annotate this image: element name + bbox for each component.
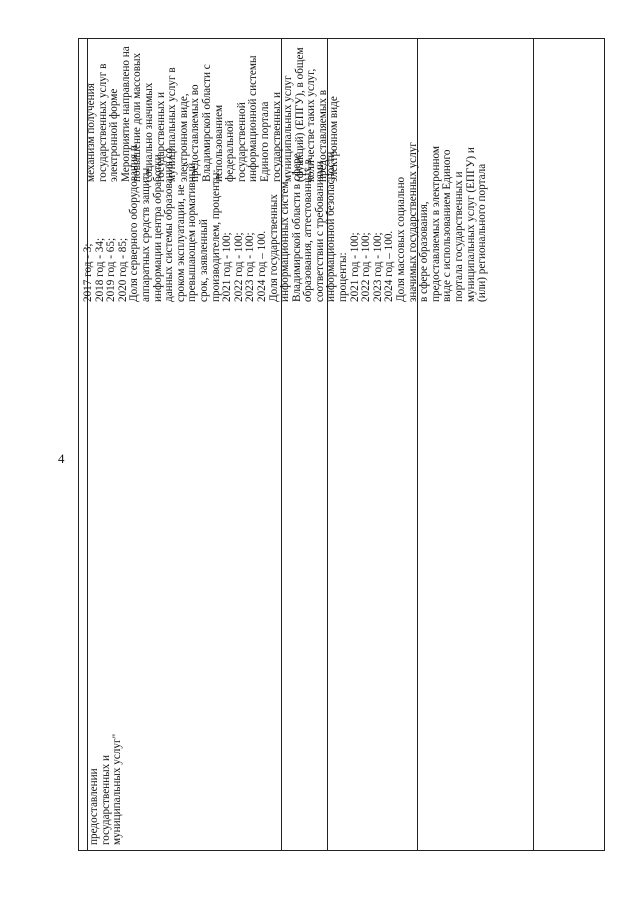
text-line: повышение доли массовых: [131, 52, 144, 182]
text-line: информационных систем: [279, 181, 292, 302]
text-line: предоставляемых в электронном: [429, 146, 442, 302]
text-line: количестве таких услуг,: [305, 68, 318, 182]
text-line: 2021 год - 100;: [221, 232, 234, 302]
text-line: Доля массовых социально: [395, 176, 408, 302]
text-line: Доля государственных: [267, 194, 280, 302]
description-text: [86, 46, 341, 182]
text-line: информации центра обработки: [151, 154, 164, 302]
text-line: предоставляемых в: [316, 89, 329, 182]
text-line: муниципальных услуг: [282, 75, 295, 182]
text-line: портала государственных и: [453, 171, 465, 302]
text-line: электронном виде: [328, 96, 341, 182]
text-line: механизм получения: [85, 83, 97, 182]
text-line: в сфере образования,: [418, 201, 431, 302]
text-line: 2022 год - 100;: [232, 232, 245, 302]
text-line: муниципальных услуг в: [166, 67, 179, 182]
text-line: сроком эксплуатации, не: [174, 184, 187, 302]
text-line: государственной: [235, 102, 248, 182]
text-line: информационной системы: [247, 55, 260, 182]
text-line: использованием: [212, 104, 225, 182]
text-line: государственных и: [154, 91, 167, 182]
text-line: предоставлении: [88, 768, 100, 845]
text-line: проценты:: [337, 252, 350, 302]
text-line: данных системы образования со: [163, 147, 176, 302]
text-line: Владимирской области с: [200, 64, 213, 182]
text-line: предоставляемых во: [189, 84, 202, 182]
text-line: срок, заявленный: [197, 219, 210, 302]
text-line: Мероприятие направлено на: [119, 46, 132, 182]
text-line: информационной безопасности,: [325, 148, 338, 302]
text-line: значимых государственных услуг: [406, 142, 419, 302]
text-line: 2024 год – 100.: [255, 230, 268, 302]
text-line: 2017 год - 3;: [82, 243, 94, 302]
page-number: 4: [58, 451, 65, 466]
text-line: превышающем нормативный: [186, 162, 199, 302]
text-line: электронной форме: [108, 88, 121, 182]
text-line: 2019 год - 65;: [105, 237, 118, 302]
text-line: 2020 год - 85;: [116, 237, 129, 302]
text-line: 2023 год - 100;: [244, 232, 257, 302]
text-line: муниципальных услуг": [111, 733, 124, 845]
text-line: Доля серверного оборудования и: [128, 145, 141, 302]
text-line: 2018 год - 34;: [93, 237, 106, 302]
text-line: аппаратных средств защиты: [139, 167, 152, 302]
text-line: 2022 год - 100;: [360, 232, 373, 302]
text-line: социально значимых: [142, 82, 155, 182]
text-line: муниципальных услуг (ЕПГУ) и: [464, 147, 477, 302]
text-line: Владимирской области в сфере: [290, 153, 303, 302]
text-line: государственных и: [99, 754, 112, 845]
text-line: электронном виде,: [177, 93, 190, 182]
text-line: 2023 год - 100;: [371, 232, 384, 302]
text-line: федеральной: [224, 120, 237, 182]
text-line: (или) регионального портала: [476, 163, 489, 302]
text-line: 2021 год - 100;: [348, 232, 361, 302]
text-line: виде с использованием Единого: [441, 149, 454, 302]
text-line: соответствии с требованиями: [313, 161, 326, 302]
text-line: государственных и: [270, 91, 283, 182]
text-line: 2024 год – 100.: [383, 230, 396, 302]
text-line: производителем, проценты:: [209, 169, 222, 302]
text-line: государственных услуг в: [96, 63, 109, 182]
text-line: Единого портала: [258, 101, 271, 182]
text-line: (функций) (ЕПГУ), в общем: [293, 47, 306, 182]
text-line: образования, аттестованных в: [302, 159, 315, 302]
